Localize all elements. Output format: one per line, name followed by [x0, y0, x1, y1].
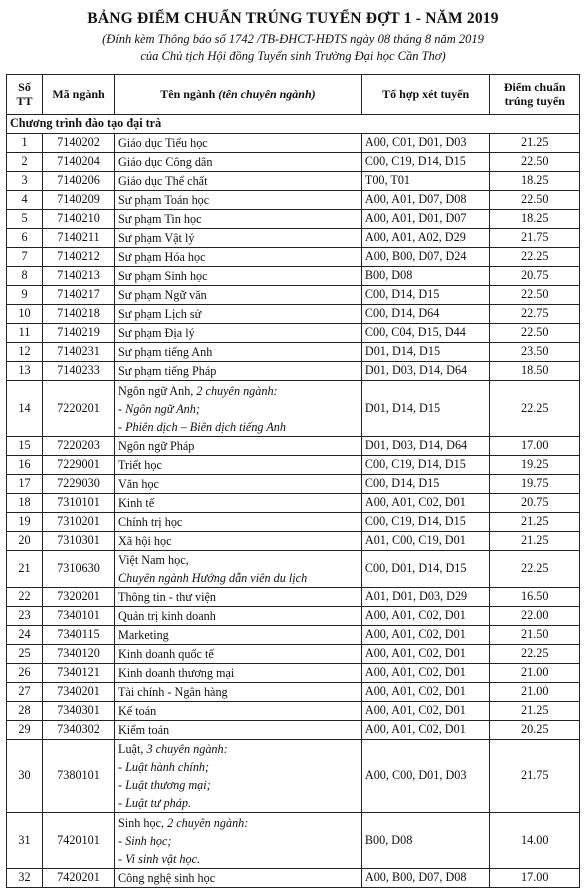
row-stt: 7 [7, 248, 43, 267]
row-to-hop: A00, A01, A02, D29 [361, 229, 490, 248]
row-diem-chuan: 21.75 [490, 229, 580, 248]
row-specialization: - Luật tư pháp. [118, 796, 192, 810]
section-row [7, 115, 580, 134]
table-row [7, 248, 580, 267]
row-to-hop: D01, D03, D14, D64 [361, 362, 490, 381]
table-row [7, 683, 580, 702]
row-stt: 21 [7, 551, 43, 588]
row-diem-chuan: 21.25 [490, 702, 580, 721]
row-stt: 27 [7, 683, 43, 702]
row-diem-chuan: 17.00 [490, 437, 580, 456]
row-to-hop: A00, B00, D07, D24 [361, 248, 490, 267]
row-ten-main: Sư phạm tiếng Pháp [118, 364, 217, 378]
row-ten-main: Triết học [118, 458, 162, 472]
row-specialization: - Luật hành chính; [118, 760, 210, 774]
row-ten-nganh [115, 532, 362, 551]
header-to-hop: Tổ hợp xét tuyển [361, 75, 490, 115]
row-ma-nganh: 7140231 [43, 343, 115, 362]
header-diem-chuan: Điểm chuẩn trúng tuyển [490, 75, 580, 115]
row-stt: 26 [7, 664, 43, 683]
row-to-hop: A00, B00, D07, D08 [361, 869, 490, 888]
row-ten-main: Thông tin - thư viện [118, 590, 216, 604]
row-to-hop: D01, D14, D15 [361, 381, 490, 437]
row-ten-main: Tài chính - Ngân hàng [118, 685, 228, 699]
table-row [7, 513, 580, 532]
row-stt: 19 [7, 513, 43, 532]
header-ma-nganh: Mã ngành [43, 75, 115, 115]
row-diem-chuan: 19.75 [490, 475, 580, 494]
row-to-hop: B00, D08 [361, 267, 490, 286]
row-ten-main: Sư phạm Địa lý [118, 326, 195, 340]
row-ten-nganh [115, 248, 362, 267]
row-ten-nganh [115, 343, 362, 362]
table-row [7, 286, 580, 305]
table-row [7, 813, 580, 869]
row-diem-chuan: 22.50 [490, 286, 580, 305]
row-ma-nganh: 7229001 [43, 456, 115, 475]
row-ten-nganh [115, 813, 362, 869]
row-ten-main: Sư phạm Sinh học [118, 269, 208, 283]
row-ten-nganh [115, 607, 362, 626]
table-row [7, 721, 580, 740]
row-stt: 5 [7, 210, 43, 229]
row-diem-chuan: 22.00 [490, 607, 580, 626]
row-specialization: - Ngôn ngữ Anh; [118, 401, 200, 416]
row-ten-nganh [115, 362, 362, 381]
row-diem-chuan: 21.50 [490, 626, 580, 645]
row-ma-nganh: 7220201 [43, 381, 115, 437]
row-diem-chuan: 14.00 [490, 813, 580, 869]
row-to-hop: T00, T01 [361, 172, 490, 191]
row-to-hop: A00, A01, C02, D01 [361, 645, 490, 664]
row-diem-chuan: 21.00 [490, 683, 580, 702]
row-ten-main: Kinh doanh thương mại [118, 666, 235, 680]
row-diem-chuan: 21.25 [490, 513, 580, 532]
row-stt: 29 [7, 721, 43, 740]
row-stt: 30 [7, 740, 43, 813]
row-diem-chuan: 21.00 [490, 664, 580, 683]
table-row [7, 869, 580, 888]
row-ten-main: Luật, [118, 742, 144, 756]
admission-score-table [6, 74, 580, 888]
row-ten-main: Giáo dục Công dân [118, 155, 213, 169]
table-row [7, 267, 580, 286]
row-diem-chuan: 23.50 [490, 343, 580, 362]
row-ma-nganh: 7140204 [43, 153, 115, 172]
row-ma-nganh: 7140212 [43, 248, 115, 267]
row-ma-nganh: 7340120 [43, 645, 115, 664]
table-row [7, 210, 580, 229]
row-ten-nganh [115, 229, 362, 248]
row-ten-nganh [115, 456, 362, 475]
row-stt: 8 [7, 267, 43, 286]
row-diem-chuan: 21.25 [490, 134, 580, 153]
row-ten-main: Sư phạm Hóa học [118, 250, 206, 264]
row-to-hop: B00, D08 [361, 813, 490, 869]
row-diem-chuan: 20.25 [490, 721, 580, 740]
row-stt: 11 [7, 324, 43, 343]
row-to-hop: C00, C19, D14, D15 [361, 513, 490, 532]
row-ten-main: Ngôn ngữ Pháp [118, 439, 195, 453]
row-stt: 6 [7, 229, 43, 248]
table-row [7, 626, 580, 645]
row-specialization: Chuyên ngành Hướng dẫn viên du lịch [118, 571, 308, 585]
row-ten-nganh [115, 683, 362, 702]
table-row [7, 494, 580, 513]
row-diem-chuan: 18.25 [490, 210, 580, 229]
row-ten-nganh [115, 286, 362, 305]
table-row [7, 607, 580, 626]
row-specialization: - Vi sinh vật học. [118, 851, 201, 866]
row-ten-nganh [115, 588, 362, 607]
row-stt: 20 [7, 532, 43, 551]
row-ten-nganh [115, 153, 362, 172]
row-to-hop: A00, A01, C02, D01 [361, 626, 490, 645]
section-label: Chương trình đào tạo đại trà [7, 115, 580, 134]
row-ten-main: Xã hội học [118, 534, 172, 548]
row-to-hop: A00, A01, C02, D01 [361, 607, 490, 626]
row-stt: 15 [7, 437, 43, 456]
table-row [7, 134, 580, 153]
row-ten-main: Sư phạm Toán học [118, 193, 210, 207]
row-ma-nganh: 7340115 [43, 626, 115, 645]
table-row [7, 551, 580, 588]
row-stt: 18 [7, 494, 43, 513]
row-ma-nganh: 7220203 [43, 437, 115, 456]
table-header-row [7, 75, 580, 115]
header-ten-nganh: Tên ngành (tên chuyên ngành) [115, 75, 362, 115]
row-to-hop: C00, D14, D15 [361, 286, 490, 305]
row-stt: 4 [7, 191, 43, 210]
table-row [7, 645, 580, 664]
row-ten-nganh [115, 172, 362, 191]
row-ten-main: Sư phạm Ngữ văn [118, 288, 207, 302]
row-ten-nganh [115, 134, 362, 153]
row-ten-note: 3 chuyên ngành: [143, 742, 228, 756]
row-to-hop: C00, D14, D15 [361, 475, 490, 494]
table-row [7, 456, 580, 475]
row-to-hop: A00, A01, D01, D07 [361, 210, 490, 229]
row-to-hop: A00, C01, D01, D03 [361, 134, 490, 153]
row-ma-nganh: 7320201 [43, 588, 115, 607]
row-ma-nganh: 7340302 [43, 721, 115, 740]
row-ma-nganh: 7340201 [43, 683, 115, 702]
row-diem-chuan: 22.25 [490, 381, 580, 437]
row-ten-nganh [115, 721, 362, 740]
row-ma-nganh: 7140219 [43, 324, 115, 343]
row-ten-main: Giáo dục Tiểu học [118, 136, 208, 150]
row-ma-nganh: 7140211 [43, 229, 115, 248]
row-stt: 31 [7, 813, 43, 869]
row-specialization: - Phiên dịch – Biên dịch tiếng Anh [118, 419, 286, 434]
header-stt: Số TT [7, 75, 43, 115]
row-ma-nganh: 7340121 [43, 664, 115, 683]
row-ten-nganh [115, 437, 362, 456]
row-to-hop: A00, A01, C02, D01 [361, 721, 490, 740]
row-diem-chuan: 21.75 [490, 740, 580, 813]
row-ma-nganh: 7340301 [43, 702, 115, 721]
row-stt: 28 [7, 702, 43, 721]
row-ma-nganh: 7310630 [43, 551, 115, 588]
page-title: BẢNG ĐIỂM CHUẨN TRÚNG TUYỂN ĐỢT 1 - NĂM 2019 [87, 10, 499, 27]
row-stt: 3 [7, 172, 43, 191]
row-stt: 22 [7, 588, 43, 607]
row-ten-main: Kế toán [118, 704, 157, 718]
row-ten-nganh [115, 626, 362, 645]
row-stt: 9 [7, 286, 43, 305]
row-to-hop: C00, D14, D64 [361, 305, 490, 324]
row-specialization: - Luật thương mại; [118, 778, 211, 792]
row-ten-nganh [115, 324, 362, 343]
row-diem-chuan: 22.50 [490, 191, 580, 210]
row-to-hop: C00, D01, D14, D15 [361, 551, 490, 588]
row-ma-nganh: 7140233 [43, 362, 115, 381]
row-diem-chuan: 17.00 [490, 869, 580, 888]
row-ten-nganh [115, 305, 362, 324]
table-row [7, 343, 580, 362]
row-stt: 12 [7, 343, 43, 362]
row-stt: 23 [7, 607, 43, 626]
row-ten-nganh [115, 869, 362, 888]
row-ten-main: Công nghệ sinh học [118, 871, 216, 885]
row-to-hop: C00, C04, D15, D44 [361, 324, 490, 343]
row-ten-main: Kiểm toán [118, 723, 170, 737]
row-diem-chuan: 22.25 [490, 645, 580, 664]
row-diem-chuan: 21.25 [490, 532, 580, 551]
row-ma-nganh: 7340101 [43, 607, 115, 626]
subtitle-line-2: của Chủ tịch Hội đồng Tuyển sinh Trường Đại học Cần Thơ) [140, 49, 446, 63]
row-to-hop: A00, A01, C02, D01 [361, 494, 490, 513]
row-ma-nganh: 7420201 [43, 869, 115, 888]
row-ma-nganh: 7140210 [43, 210, 115, 229]
row-ten-nganh [115, 702, 362, 721]
row-ten-main: Marketing [118, 628, 169, 642]
row-ten-main: Quản trị kinh doanh [118, 609, 216, 623]
row-diem-chuan: 22.50 [490, 153, 580, 172]
row-to-hop: C00, C19, D14, D15 [361, 456, 490, 475]
table-row [7, 588, 580, 607]
table-row [7, 475, 580, 494]
row-ma-nganh: 7140206 [43, 172, 115, 191]
row-to-hop: A01, D01, D03, D29 [361, 588, 490, 607]
row-to-hop: A00, C00, D01, D03 [361, 740, 490, 813]
row-ma-nganh: 7140213 [43, 267, 115, 286]
row-to-hop: A00, A01, D07, D08 [361, 191, 490, 210]
table-row [7, 532, 580, 551]
row-ten-nganh [115, 551, 362, 588]
row-ma-nganh: 7420101 [43, 813, 115, 869]
row-ma-nganh: 7140218 [43, 305, 115, 324]
row-diem-chuan: 16.50 [490, 588, 580, 607]
row-to-hop: A00, A01, C02, D01 [361, 664, 490, 683]
row-stt: 10 [7, 305, 43, 324]
table-row [7, 153, 580, 172]
row-diem-chuan: 22.25 [490, 551, 580, 588]
table-row [7, 702, 580, 721]
row-ten-note: 2 chuyên ngành: [193, 383, 278, 398]
row-diem-chuan: 18.25 [490, 172, 580, 191]
row-ten-nganh [115, 513, 362, 532]
row-to-hop: C00, C19, D14, D15 [361, 153, 490, 172]
row-stt: 1 [7, 134, 43, 153]
subtitle-line-1: (Đính kèm Thông báo số 1742 /TB-ĐHCT-HĐTS ngày 08 tháng 8 năm 2019 [102, 32, 484, 46]
row-ten-main: Ngôn ngữ Anh, [118, 383, 194, 398]
table-row [7, 362, 580, 381]
row-to-hop: D01, D14, D15 [361, 343, 490, 362]
row-ma-nganh: 7310201 [43, 513, 115, 532]
row-stt: 16 [7, 456, 43, 475]
row-stt: 32 [7, 869, 43, 888]
table-row [7, 191, 580, 210]
row-ten-nganh [115, 645, 362, 664]
row-ten-nganh [115, 475, 362, 494]
row-stt: 2 [7, 153, 43, 172]
row-diem-chuan: 20.75 [490, 494, 580, 513]
row-ten-nganh [115, 494, 362, 513]
row-ten-note: 2 chuyên ngành: [164, 815, 249, 830]
row-ten-nganh [115, 740, 362, 813]
row-ten-main: Văn học [118, 477, 159, 491]
row-ten-nganh [115, 191, 362, 210]
row-to-hop: A01, C00, C19, D01 [361, 532, 490, 551]
row-ten-main: Việt Nam học, [118, 553, 189, 567]
table-row [7, 381, 580, 437]
row-diem-chuan: 22.25 [490, 248, 580, 267]
row-ten-main: Kinh doanh quốc tế [118, 647, 214, 661]
row-ma-nganh: 7380101 [43, 740, 115, 813]
table-row [7, 229, 580, 248]
row-ma-nganh: 7140209 [43, 191, 115, 210]
row-ten-main: Sinh học, [118, 815, 165, 830]
row-ten-main: Kinh tế [118, 496, 155, 510]
row-specialization: - Sinh học; [118, 833, 172, 848]
row-stt: 24 [7, 626, 43, 645]
row-ma-nganh: 7310101 [43, 494, 115, 513]
row-ten-nganh [115, 267, 362, 286]
table-row [7, 437, 580, 456]
row-ten-nganh [115, 664, 362, 683]
row-ten-main: Giáo dục Thể chất [118, 174, 208, 188]
row-to-hop: A00, A01, C02, D01 [361, 702, 490, 721]
table-row [7, 324, 580, 343]
row-ten-nganh [115, 210, 362, 229]
table-row [7, 305, 580, 324]
row-ten-main: Chính trị học [118, 515, 183, 529]
row-ten-main: Sư phạm Tin học [118, 212, 202, 226]
row-to-hop: D01, D03, D14, D64 [361, 437, 490, 456]
row-stt: 14 [7, 381, 43, 437]
row-ma-nganh: 7140217 [43, 286, 115, 305]
row-stt: 17 [7, 475, 43, 494]
row-diem-chuan: 18.50 [490, 362, 580, 381]
row-diem-chuan: 20.75 [490, 267, 580, 286]
row-ma-nganh: 7310301 [43, 532, 115, 551]
row-ma-nganh: 7229030 [43, 475, 115, 494]
row-ten-main: Sư phạm Lịch sử [118, 307, 202, 321]
table-row [7, 664, 580, 683]
row-ten-main: Sư phạm Vật lý [118, 231, 195, 245]
table-row [7, 740, 580, 813]
row-stt: 25 [7, 645, 43, 664]
row-ten-nganh [115, 381, 362, 437]
row-diem-chuan: 22.50 [490, 324, 580, 343]
row-diem-chuan: 22.75 [490, 305, 580, 324]
row-ten-main: Sư phạm tiếng Anh [118, 345, 213, 359]
row-diem-chuan: 19.25 [490, 456, 580, 475]
table-row [7, 172, 580, 191]
row-ma-nganh: 7140202 [43, 134, 115, 153]
row-to-hop: A00, A01, C02, D01 [361, 683, 490, 702]
row-stt: 13 [7, 362, 43, 381]
